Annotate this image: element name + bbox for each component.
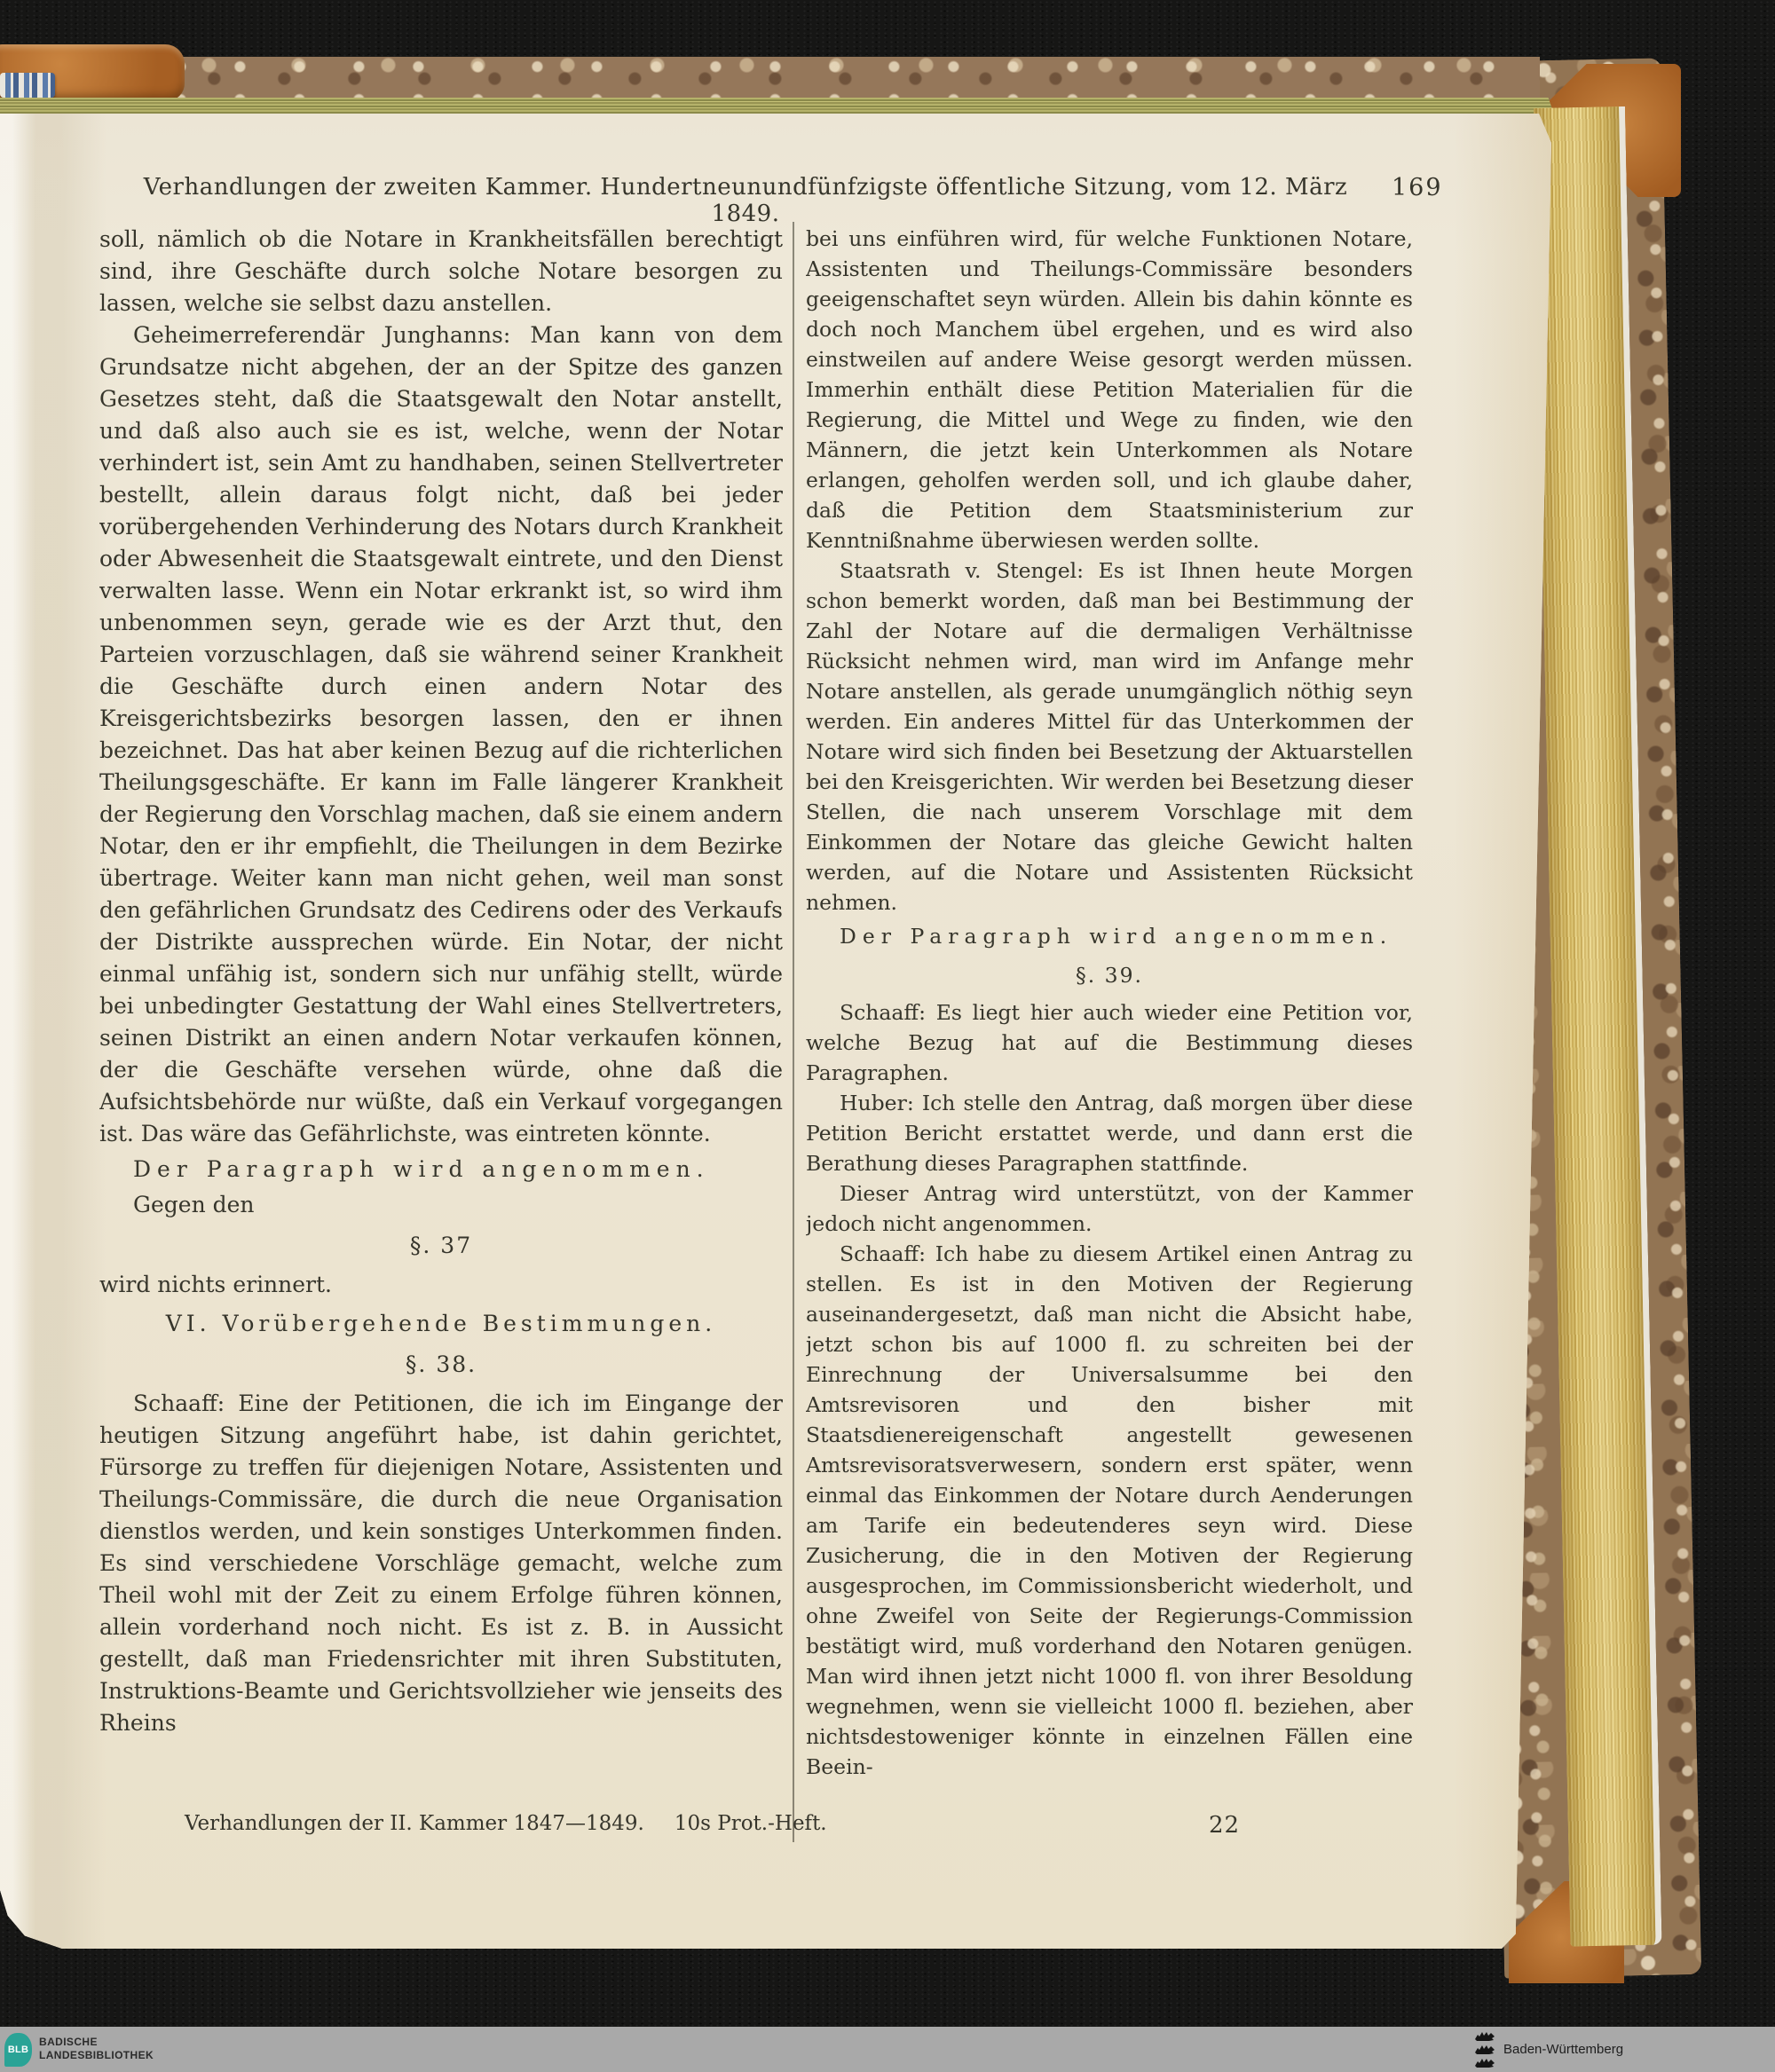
state-name: Baden-Württemberg (1503, 2042, 1624, 2057)
left-text-column (99, 224, 783, 1810)
library-branding-bar (0, 2027, 1775, 2072)
text-block: Staatsrath v. Stengel: Es ist Ihnen heute Morgen schon bemerkt worden, daß man bei Bestimmung der Zahl der Notare auf die dermaligen Verhältnisse Rücksicht nehmen wird, man wird im Anfange mehr Notare anstellen, als gerade unumgänglich nöthig seyn werden. Ein anderes Mittel für das Unterkommen der Notare wird sich finden bei Besetzung der Aktuarstellen bei den Kreisgerichten. Wir werden bei Besetzung dieser Stellen, die nach unserem Vorschlage mit dem Einkommen der Notare das gleiche Gewicht halten werden, auf die Notare und Assistenten Rücksicht nehmen. (806, 558, 1413, 915)
text-block: Dieser Antrag wird unterstützt, von der Kammer jedoch nicht angenommen. (806, 1181, 1413, 1236)
library-name (39, 2036, 154, 2062)
text-block: Schaaff: Eine der Petitionen, die ich im Eingange der heutigen Sitzung angeführt habe, ist dahin gerichtet, Fürsorge zu treffen für diejenigen Notare, Assistenten und Theilungs-Commissäre, die durch die neue Organisation dienstlos werden, und kein sonstiges Unterkommen finden. Es sind verschiedene Vorschläge gemacht, welche zum Theil wohl mit der Zeit zu einem Erfolge führen können, allein vorderhand noch nicht. Es ist z. B. in Aussicht gestellt, daß man Friedensrichter mit ihren Substituten, Instruktions-Beamte und Gerichtsvollzieher wie jenseits des Rheins (99, 1391, 783, 1736)
right-text-column (806, 224, 1413, 1808)
blb-logo-text: BLB (7, 2044, 29, 2055)
footer-volume-note: Verhandlungen der II. Kammer 1847—1849. (185, 1812, 644, 1835)
blb-logo-icon (4, 2033, 32, 2067)
text-block: soll, nämlich ob die Notare in Krankheitsfällen berechtigt sind, ihre Geschäfte durch solche Notare besorgen zu lassen, welche sie selbst dazu anstellen. (99, 226, 783, 316)
baden-wuerttemberg-lions-icon (1473, 2029, 1496, 2069)
text-block: Schaaff: Es liegt hier auch wieder eine Petition vor, welche Bezug hat auf die Bestimmung dieses Paragraphen. (806, 1000, 1413, 1085)
headband-stripes (0, 73, 55, 98)
text-block: Der Paragraph wird angenommen. (840, 924, 1393, 949)
text-block: Gegen den (133, 1192, 255, 1217)
sheet-signature-mark: 22 (1209, 1812, 1241, 1839)
footer-issue-note: 10s Prot.-Heft. (674, 1812, 827, 1835)
text-block: §. 39. (1075, 963, 1144, 988)
text-block: Der Paragraph wird angenommen. (133, 1156, 710, 1182)
text-block: Huber: Ich stelle den Antrag, daß morgen über diese Petition Bericht erstattet werde, und dann erst die Berathung dieses Paragraphen stattfinde. (806, 1091, 1413, 1176)
text-block: Geheimerreferendär Junghanns: Man kann von dem Grundsatze nicht abgehen, der an der Spitze des ganzen Gesetzes steht, daß die Staatsgewalt den Notar anstellt, und daß also auch sie es ist, welche, wenn der Notar verhindert ist, sein Amt zu handhaben, seinen Stellvertreter bestellt, allein daraus folgt nicht, daß bei jeder vorübergehenden Verhinderung des Notars durch Krankheit oder Abwesenheit die Staatsgewalt eintrete, und den Dienst verwalten lasse. Wenn ein Notar erkrankt ist, so wird ihm unbenommen seyn, gerade wie es der Arzt thut, den Parteien vorzuschlagen, daß sie während seiner Krankheit die Geschäfte durch einen andern Notar des Kreisgerichtsbezirks besorgen lassen, den er ihnen bezeichnet. Das hat aber keinen Bezug auf die richterlichen Theilungsgeschäfte. Er kann im Falle längerer Krankheit der Regierung den Vorschlag machen, daß sie einem andern Notar, den er ihr empfiehlt, die Theilungen in dem Bezirke übertrage. Weiter kann man nicht gehen, weil man sonst den gefährlichen Grundsatz des Cedirens oder des Verkaufs der Distrikte aussprechen würde. Ein Notar, der nicht einmal unfähig ist, sondern sich nur unfähig stellt, würde bei unbedingter Gestattung der Wahl eines Stellvertreters, seinen Distrikt an einen andern Notar verkaufen können, der die Geschäfte versehen würde, ohne daß die Aufsichtsbehörde nur wüßte, daß ein Verkauf vorgegangen ist. Das wäre das Gefährlichste, was eintreten könnte. (99, 322, 783, 1146)
running-head (124, 174, 1367, 227)
running-head-title: Verhandlungen der zweiten Kammer. Hundertneunundfünfzigste öffentliche Sitzung, vom 12. März 1849. (143, 174, 1348, 227)
state-branding (1473, 2029, 1623, 2069)
text-block: Schaaff: Ich habe zu diesem Artikel einen Antrag zu stellen. Es ist in den Motiven der Regierung auseinandergesetzt, daß man nicht die Absicht habe, jetzt schon bis auf 1000 fl. zu schreiten bei der Einrechnung der Universalsumme bei den Amtsrevisoren und den bisher mit Staatsdienereigenschaft angestellt gewesenen Amtsrevisoratsverwesern, sondern erst später, wenn einmal das Einkommen der Notare durch Aenderungen am Tarife ein bedeutenderes seyn wird. Diese Zusicherung, die in den Motiven der Regierung ausgesprochen, im Commissionsbericht wiederholt, und ohne Zweifel von Seite der Regierungs-Commission bestätigt wird, muß vorderhand den Notaren genügen. Man wird ihnen jetzt nicht 1000 fl. von ihrer Besoldung wegnehmen, wenn sie vielleicht 1000 fl. beziehen, aber nichtsdestoweniger könnte in einzelnen Fällen eine Beein- (806, 1241, 1413, 1779)
library-name-line2: LANDESBIBLIOTHEK (39, 2049, 154, 2061)
text-block: VI. Vorübergehende Bestimmungen. (165, 1311, 717, 1336)
text-block: §. 38. (405, 1351, 477, 1377)
text-block: wird nichts erinnert. (99, 1272, 332, 1297)
text-block: §. 37 (409, 1233, 473, 1258)
column-divider-rule (793, 222, 794, 1842)
text-block: bei uns einführen wird, für welche Funktionen Notare, Assistenten und Theilungs-Commissäre besonders geeigenschaftet seyn würden. Allein bis dahin könnte es doch noch Manchem übel ergehen, und es wird also einstweilen auf andere Weise gesorgt werden müssen. Immerhin enthält diese Petition Materialien für die Regierung, die Mittel und Wege zu finden, wie den Männern, die jetzt kein Unterkommen als Notare erlangen, geholfen werden soll, und ich glaube daher, daß die Petition dem Staatsministerium zur Kenntnißnahme überwiesen werden sollte. (806, 226, 1413, 553)
library-name-line1: BADISCHE (39, 2036, 98, 2048)
footer-signature-line (185, 1812, 827, 1835)
page-number: 169 (1392, 174, 1443, 201)
